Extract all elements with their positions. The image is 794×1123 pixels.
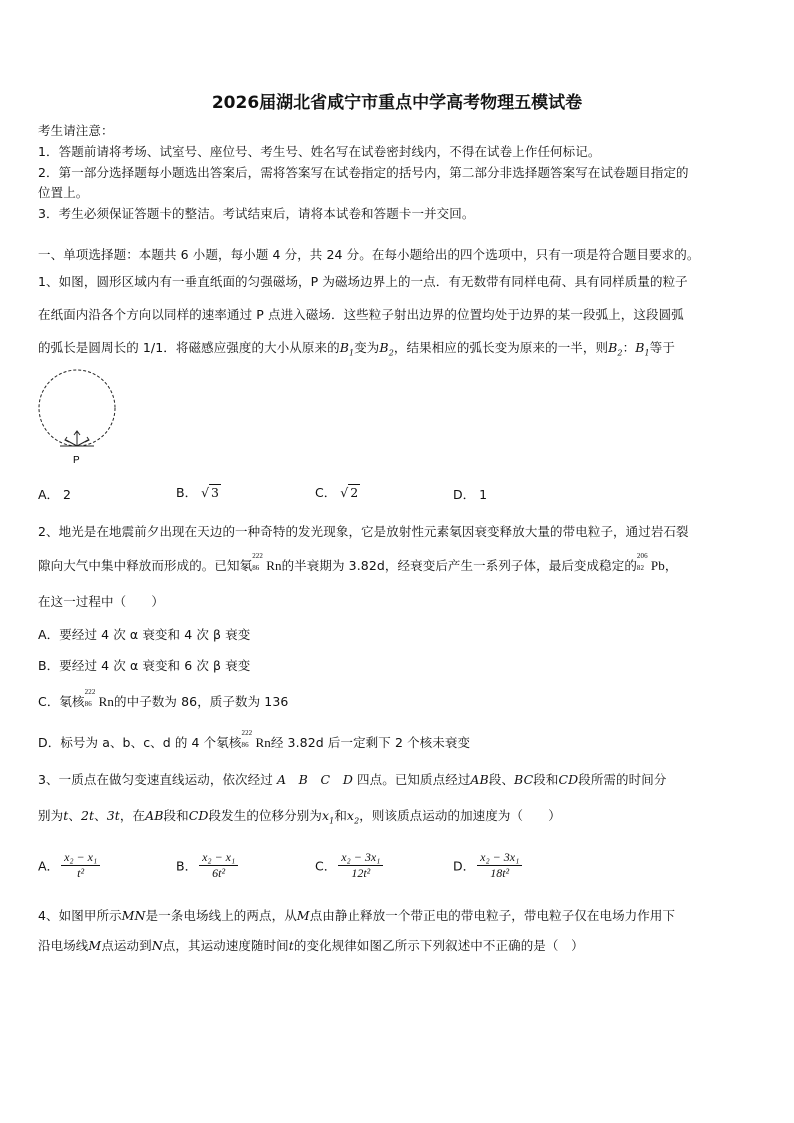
notice-item-1: 1．答题前请将考场、试室号、座位号、考生号、姓名写在试卷密封线内，不得在试卷上作任何标记。: [38, 144, 601, 159]
q2-line-2: 隙向大气中集中释放而形成的。已知氡 222 86 Rn的半衰期为 3.82d，经衰变后产生一系列子体，最后变成稳定的 206 82 Pb，: [38, 552, 678, 573]
q3-line-1: 3、一质点在做匀变速直线运动，依次经过 A B C D 四点。已知质点经过AB段、BC段和CD段所需的时间分: [38, 772, 667, 787]
q2-option-a[interactable]: A．要经过 4 次 α 衰变和 4 次 β 衰变: [38, 627, 251, 642]
q3-option-c[interactable]: C． $\frac{\text{x₂ − 3x₁}}{\text{12t²}}$: [315, 850, 385, 881]
b2-ratio-symbol: $B_2$: [608, 340, 623, 358]
q1-line-1: 1、如图，圆形区域内有一垂直纸面的匀强磁场，P 为磁场边界上的一点．有无数带有同样电荷、具有同样质量的粒子: [38, 274, 688, 289]
notice-heading: 考生请注意：: [38, 123, 114, 138]
magnetic-field-figure: [32, 368, 122, 473]
q1-line-2: 在纸面内沿各个方向以同样的速率通过 P 点进入磁场．这些粒子射出边界的位置均处于边界的某一段弧上，这段圆弧: [38, 307, 684, 322]
q4-line-2: 沿电场线M点运动到N点，其运动速度随时间t的变化规律如图乙所示下列叙述中不正确的是（ ）: [38, 938, 584, 953]
point-p-label: P: [73, 455, 80, 466]
radon-nucleus-d: 222 86 Rn: [241, 729, 271, 750]
page-title: 2026届湖北省咸宁市重点中学高考物理五模试卷: [211, 93, 583, 113]
q1-option-d[interactable]: D． 1: [453, 487, 488, 502]
q1-line-3: [38, 338, 675, 358]
lead-nucleus: 206 82 Pb: [636, 552, 665, 573]
b1-ratio-symbol: $B_1$: [635, 340, 650, 358]
ratio-separator: ：: [622, 340, 636, 355]
q2-option-d[interactable]: D．标号为 a、b、c、d 的 4 个氡核 222 86 Rn经 3.82d 后一定剩下 2 个核未衰变: [38, 729, 471, 750]
q1-line-3a: 的弧长是圆周长的 1/1．将磁感应强度的大小从原来的: [38, 340, 340, 355]
section-heading: 一、单项选择题：本题共 6 小题，每小题 4 分，共 24 分。在每小题给出的四个选项中，只有一项是符合题目要求的。: [38, 247, 700, 262]
q1-option-c[interactable]: C． √ 2: [315, 485, 359, 500]
q4-line-1: 4、如图甲所示MN是一条电场线上的两点，从M点由静止释放一个带正电的带电粒子，带电粒子仅在电场力作用下: [38, 908, 676, 923]
q2-option-b[interactable]: B．要经过 4 次 α 衰变和 6 次 β 衰变: [38, 658, 251, 673]
q1-line-3d: 等于: [649, 340, 675, 355]
notice-item-2-cont: 位置上。: [38, 185, 89, 200]
q3-option-a[interactable]: A． $\frac{\text{x₂ − x₁}}{\text{t²}}$: [38, 850, 102, 881]
q1-option-b[interactable]: B． √ 3: [176, 485, 219, 500]
radon-nucleus: 222 86 Rn: [252, 552, 282, 573]
q1-option-a[interactable]: A． 2: [38, 487, 71, 502]
q1-line-3b: 变为: [354, 340, 380, 355]
notice-item-2: 2．第一部分选择题每小题选出答案后，需将答案写在试卷指定的括号内，第二部分非选择题答案写在试卷题目指定的: [38, 165, 689, 180]
q3-option-d[interactable]: D． $\frac{\text{x₂ − 3x₁}}{\text{18t²}}$: [453, 850, 524, 881]
b2-symbol: $B_2$: [379, 340, 394, 358]
q2-line-3: 在这一过程中（ ）: [38, 594, 165, 609]
q3-line-2: 别为t、2t、3t，在AB段和CD段发生的位移分别为$x_1$和$x_2$，则该质点运动的加速度为（ ）: [38, 808, 561, 826]
q2-line-1: 2、地光是在地震前夕出现在天边的一种奇特的发光现象，它是放射性元素氡因衰变释放大量的带电粒子，通过岩石裂: [38, 524, 689, 539]
b1-symbol: $B_1$: [339, 340, 355, 358]
notice-item-3: 3．考生必须保证答题卡的整洁。考试结束后，请将本试卷和答题卡一并交回。: [38, 206, 475, 221]
q2-option-c[interactable]: C．氡核 222 86 Rn的中子数为 86，质子数为 136: [38, 688, 289, 709]
q1-line-3c: ，结果相应的弧长变为原来的一半，则: [393, 340, 609, 355]
q3-option-b[interactable]: B． $\frac{\text{x₂ − x₁}}{\text{6t²}}$: [176, 850, 240, 881]
radon-nucleus-c: 222 86 Rn: [84, 688, 115, 709]
